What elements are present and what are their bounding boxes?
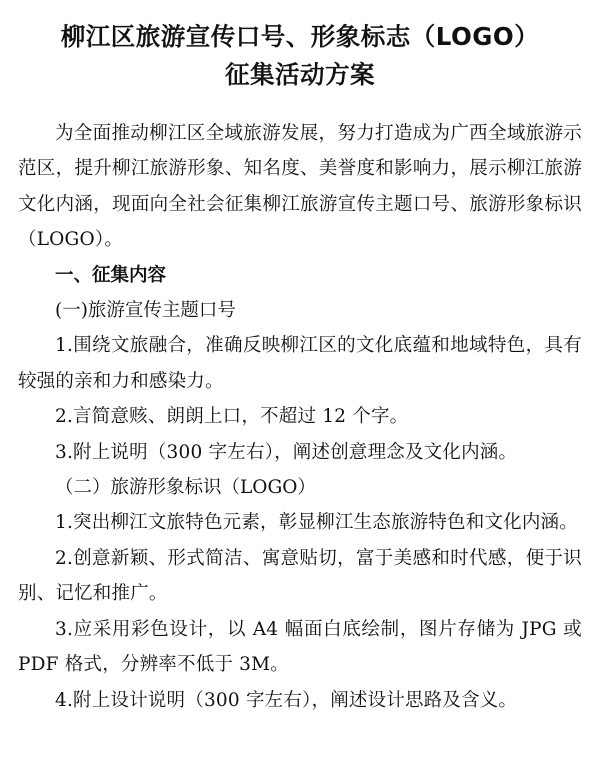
document-title-line2: 征集活动方案 <box>225 60 375 89</box>
subsection-heading-logo: （二）旅游形象标识（LOGO） <box>55 477 316 499</box>
logo-requirement-1: 1.突出柳江文旅特色元素，彰显柳江生态旅游特色和文化内涵。 <box>55 512 578 534</box>
section-heading-collection-content: 一、征集内容 <box>55 264 167 286</box>
logo-requirement-2: 2.创意新颖、形式简洁、寓意贴切，富于美感和时代感，便于识别、记忆和推广。 <box>18 547 582 605</box>
intro-paragraph: 为全面推动柳江区全域旅游发展，努力打造成为广西全域旅游示范区，提升柳江旅游形象、知名度、美誉度和影响力，展示柳江旅游文化内涵，现面向全社会征集柳江旅游宣传主题口号、旅游形象标识（LOGO）。 <box>18 123 582 251</box>
document-title-line1: 柳江区旅游宣传口号、形象标志（LOGO） <box>60 22 540 51</box>
slogan-requirement-3: 3.附上说明（300 字左右），阐述创意理念及文化内涵。 <box>55 441 518 463</box>
slogan-requirement-2: 2.言简意赅、朗朗上口，不超过 12 个字。 <box>55 406 409 428</box>
logo-requirement-4: 4.附上设计说明（300 字左右），阐述设计思路及含义。 <box>55 689 518 711</box>
subsection-heading-slogan: (一)旅游宣传主题口号 <box>55 300 236 322</box>
slogan-requirement-1: 1.围绕文旅融合，准确反映柳江区的文化底蕴和地域特色，具有较强的亲和力和感染力。 <box>18 335 582 392</box>
logo-requirement-3: 3.应采用彩色设计，以 A4 幅面白底绘制，图片存储为 JPG 或 PDF 格式，分辨率不低于 3M。 <box>18 618 582 676</box>
